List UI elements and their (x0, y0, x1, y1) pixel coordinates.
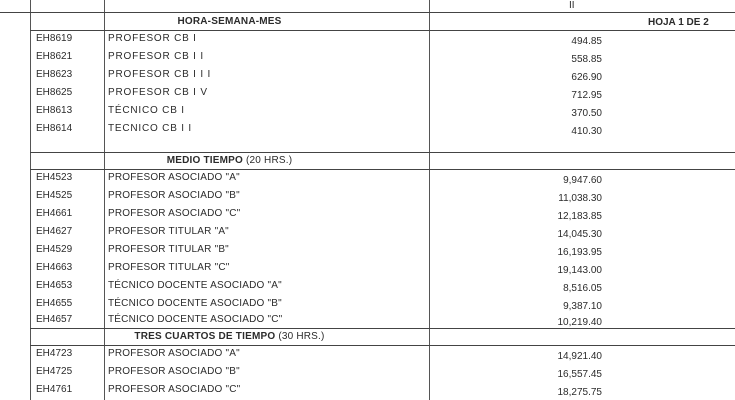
section-title-medio-tiempo (30, 155, 429, 166)
row-description: PROFESOR ASOCIADO "B" (108, 366, 240, 377)
table-row (0, 188, 735, 206)
row-description: PROFESOR CB I (108, 33, 197, 44)
row-description: PROFESOR TITULAR "B" (108, 244, 229, 255)
row-code: EH8623 (36, 69, 73, 80)
row-description: PROFESOR ASOCIADO "C" (108, 208, 241, 219)
table-row (0, 224, 735, 242)
row-amount: 16,193.95 (557, 247, 602, 258)
row-amount: 9,947.60 (563, 175, 602, 186)
row-description: TECNICO CB I I (108, 123, 192, 134)
row-code: EH4725 (36, 366, 73, 377)
row-description: PROFESOR CB I V (108, 87, 208, 98)
row-code: EH4523 (36, 172, 73, 183)
row-code: EH4761 (36, 384, 73, 395)
table-row (0, 85, 735, 103)
table-row (0, 242, 735, 260)
section-title: MEDIO TIEMPO (166, 155, 244, 166)
row-description: PROFESOR ASOCIADO "A" (108, 348, 240, 359)
table-row (0, 382, 735, 400)
section-divider (30, 152, 735, 153)
row-description: TÉCNICO DOCENTE ASOCIADO "A" (108, 280, 282, 291)
row-amount: 494.85 (571, 36, 602, 47)
row-description: TÉCNICO CB I (108, 105, 185, 116)
row-code: EH4663 (36, 262, 73, 273)
section-divider (30, 328, 735, 329)
section-title: HORA-SEMANA-MES (177, 16, 282, 27)
row-code: EH4723 (36, 348, 73, 359)
row-amount: 712.95 (571, 90, 602, 101)
table-row (0, 49, 735, 67)
row-code: EH4655 (36, 298, 73, 309)
row-description: TÉCNICO DOCENTE ASOCIADO "B" (108, 298, 282, 309)
row-amount: 18,275.75 (557, 387, 602, 398)
table-row (0, 121, 735, 139)
row-description: PROFESOR ASOCIADO "A" (108, 172, 240, 183)
row-code: EH4529 (36, 244, 73, 255)
row-amount: 14,045.30 (557, 229, 602, 240)
row-amount: 9,387.10 (563, 301, 602, 312)
row-amount: 370.50 (571, 108, 602, 119)
section-subtitle: (20 HRS.) (246, 155, 293, 166)
page-counter: HOJA 1 DE 2 (648, 17, 709, 28)
row-description: PROFESOR CB I I (108, 51, 204, 62)
row-amount: 19,143.00 (557, 265, 602, 276)
row-description: PROFESOR ASOCIADO "C" (108, 384, 241, 395)
row-code: EH8613 (36, 105, 73, 116)
table-row (0, 346, 735, 364)
row-code: EH8614 (36, 123, 73, 134)
row-description: PROFESOR ASOCIADO "B" (108, 190, 240, 201)
row-code: EH8619 (36, 33, 73, 44)
section-subtitle: (30 HRS.) (278, 331, 325, 342)
row-description: PROFESOR TITULAR "C" (108, 262, 230, 273)
row-amount: 16,557.45 (557, 369, 602, 380)
row-amount: 14,921.40 (557, 351, 602, 362)
row-description: TÉCNICO DOCENTE ASOCIADO "C" (108, 314, 283, 325)
row-amount: 10,219.40 (557, 317, 602, 328)
table-row (0, 31, 735, 49)
roman-numeral-label: II (569, 0, 575, 11)
row-amount: 11,038.30 (558, 193, 602, 204)
row-code: EH4661 (36, 208, 73, 219)
row-code: EH4657 (36, 314, 73, 325)
row-code: EH4653 (36, 280, 73, 291)
row-amount: 8,516.05 (563, 283, 602, 294)
section-title-hora-semana-mes (30, 16, 429, 27)
top-rule (0, 12, 735, 13)
table-row (0, 260, 735, 278)
row-code: EH4525 (36, 190, 73, 201)
table-row (0, 170, 735, 188)
row-code: EH8625 (36, 87, 73, 98)
table-row (0, 103, 735, 121)
table-row (0, 206, 735, 224)
table-row (0, 67, 735, 85)
row-amount: 12,183.85 (557, 211, 602, 222)
section-title-tres-cuartos (30, 331, 429, 342)
section-title: TRES CUARTOS DE TIEMPO (134, 331, 276, 342)
row-amount: 626.90 (571, 72, 602, 83)
row-description: PROFESOR TITULAR "A" (108, 226, 229, 237)
table-row (0, 278, 735, 296)
row-amount: 558.85 (571, 54, 602, 65)
row-code: EH8621 (36, 51, 73, 62)
row-code: EH4627 (36, 226, 73, 237)
row-amount: 410.30 (571, 126, 602, 137)
row-description: PROFESOR CB I I I (108, 69, 212, 80)
table-row (0, 364, 735, 382)
